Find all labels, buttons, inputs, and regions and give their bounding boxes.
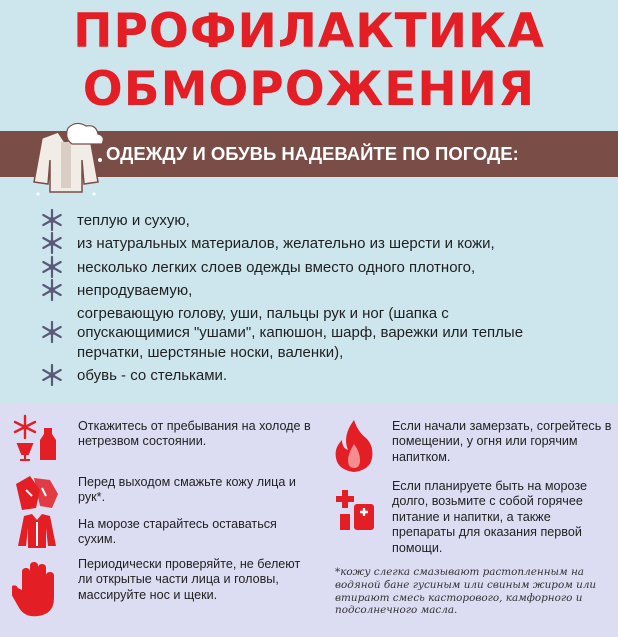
tip-check-face: Периодически проверяйте, не белеют ли открытые части лица и головы, массируйте нос и щеки.	[78, 557, 301, 602]
list-item: непродуваемую,	[40, 281, 610, 300]
list-item: обувь - со стельками.	[40, 366, 610, 385]
fire-icon	[332, 418, 376, 472]
title-line-1: ПРОФИЛАКТИКА	[73, 4, 545, 59]
list-item: теплую и сухую,	[40, 211, 610, 230]
cold-alcohol-icon	[12, 414, 62, 464]
list-item: несколько легких слоев одежды вместо одного плотного,	[40, 258, 610, 277]
list-item: из натуральных материалов, желательно из шерсти и кожи,	[40, 234, 610, 253]
tip-warm-up: Если начали замерзать, согрейтесь в помещении, у огня или горячим напитком.	[392, 419, 612, 464]
snowflake-icon	[40, 320, 64, 344]
list-item: согревающую голову, уши, пальцы рук и ног (шапка с опускающимися "ушами", капюшон, шарф, варежки или теплые перчатки, шерстяные носки, валенки),	[40, 304, 537, 362]
snowflake-icon	[40, 255, 64, 279]
first-aid-icon	[332, 488, 378, 534]
banner-text: ОДЕЖДУ И ОБУВЬ НАДЕВАЙТЕ ПО ПОГОДЕ:	[106, 143, 519, 164]
tip-cream: Перед выходом смажьте кожу лица и рук*.	[78, 475, 296, 505]
tip-long-stay: Если планируете быть на морозе долго, возьмите с собой горячее питание и напитки, а также препараты для оказания первой помощи.	[392, 479, 588, 555]
hand-check-icon	[12, 560, 62, 620]
snowflake-icon	[40, 363, 64, 387]
clothes-icon	[28, 120, 106, 200]
snowflake-icon	[40, 278, 64, 302]
clothing-list	[40, 211, 610, 385]
wet-clothes-icon	[14, 512, 60, 550]
tip-stay-dry: На морозе старайтесь оставаться сухим.	[78, 517, 277, 547]
title-line-2: ОБМОРОЖЕНИЯ	[82, 62, 536, 117]
snowflake-icon	[40, 231, 64, 255]
hands-cream-icon	[12, 472, 62, 512]
snowflake-icon	[40, 208, 64, 232]
footnote: *кожу слегка смазывают растопленным на водяной бане гусиным или свиным жиром или втирают смесь касторового, камфорного и подсолнечного масла.	[335, 566, 597, 617]
tip-no-alcohol: Откажитесь от пребывания на холоде в нетрезвом состоянии.	[78, 419, 311, 449]
